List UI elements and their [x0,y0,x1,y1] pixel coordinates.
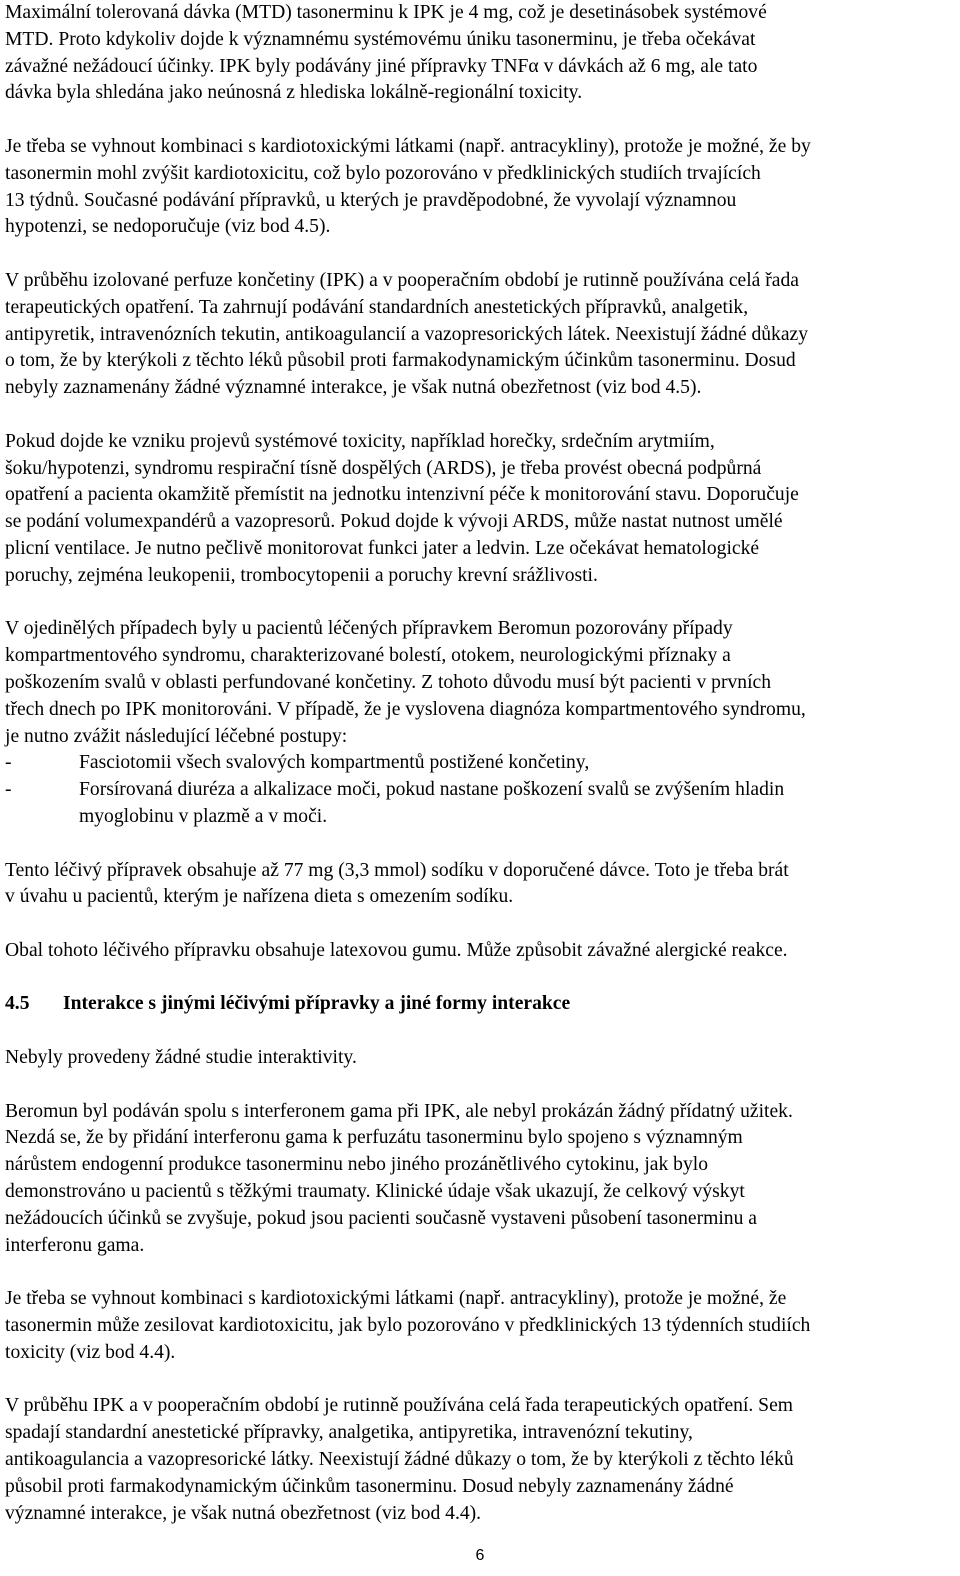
text-line: V ojedinělých případech byly u pacientů léčených přípravkem Beromun pozorovány případy [5,618,733,640]
text-line: toxicity (viz bod 4.4). [5,1341,176,1363]
text-line: nebyly zaznamenány žádné významné interakce, je však nutná obezřetnost (viz bod 4.5). [5,377,702,399]
section-number: 4.5 [5,993,30,1015]
text-line: šoku/hypotenzi, syndromu respirační tísně dospělých (ARDS), je třeba provést obecná podpůrná [5,457,762,479]
text-line: Je třeba se vyhnout kombinaci s kardiotoxickými látkami (např. antracykliny), protože je možné, že [5,1288,787,1310]
text-line: Obal tohoto léčivého přípravku obsahuje latexovou gumu. Může způsobit závažné alergické reakce. [5,939,788,961]
paragraph-mtd [5,0,955,107]
text-line: poruchy, zejména leukopenii, trombocytopenii a poruchy krevní srážlivosti. [5,564,598,586]
text-line: Pokud dojde ke vzniku projevů systémové toxicity, například horečky, srdečním arytmiím, [5,430,715,452]
text-line: V průběhu izolované perfuze končetiny (IPK) a v pooperačním období je rutinně používána celá řada [5,269,799,291]
paragraph-compartment-syndrome [5,616,955,750]
text-line: působil proti farmakodynamickým účinkům tasonerminu. Dosud nebyly zaznamenány žádné [5,1475,734,1497]
paragraph-ipk-interaction [5,1393,955,1527]
text-line: Je třeba se vyhnout kombinaci s kardiotoxickými látkami (např. antracykliny), protože je možné, že by [5,135,811,157]
text-line: závažné nežádoucí účinky. IPK byly podávány jiné přípravky TNFα v dávkách až 6 mg, ale tato [5,55,758,77]
document-page [5,0,955,1527]
text-line: je nutno zvážit následující léčebné postupy: [5,725,348,747]
text-line: V průběhu IPK a v pooperačním období je rutinně používána celá řada terapeutických opatření. Sem [5,1395,794,1417]
text-line: poškozením svalů v oblasti perfundované končetiny. Z tohoto důvodu musí být pacienti v prvních [5,671,772,693]
text-line: Beromun byl podáván spolu s interferonem gama při IPK, ale nebyl prokázán žádný přídatný užitek. [5,1100,793,1122]
list-item [5,777,955,831]
text-line: 13 týdnů. Současné podávání přípravků, u kterých je pravděpodobné, že vyvolají významnou [5,189,737,211]
text-line: demonstrováno u pacientů s těžkými traumaty. Klinické údaje však ukazují, že celkový výskyt [5,1181,745,1203]
section-title: Interakce s jinými léčivými přípravky a jiné formy interakce [63,993,571,1015]
text-line: o tom, že by kterýkoli z těchto léků působil proti farmakodynamickým účinkům tasonerminu. Dosud [5,350,796,372]
text-line: antikoagulancia a vazopresorické látky. Neexistují žádné důkazy o tom, že by kterýkoli z těchto léků [5,1449,794,1471]
paragraph-ipk-measures [5,268,955,402]
list-item-text: Forsírovaná diuréza a alkalizace moči, pokud nastane poškození svalů se zvýšením hladin [79,779,785,801]
text-line: interferonu gama. [5,1234,145,1256]
text-line: plicní ventilace. Je nutno pečlivě monitorovat funkci jater a ledvin. Lze očekávat hematologické [5,537,760,559]
text-line: Tento léčivý přípravek obsahuje až 77 mg (3,3 mmol) sodíku v doporučené dávce. Toto je třeba brát [5,859,789,881]
text-line: MTD. Proto kdykoliv dojde k významnému systémovému úniku tasonerminu, je třeba očekávat [5,28,756,50]
text-line: opatření a pacienta okamžitě přemístit na jednotku intenzivní péče k monitorování stavu. Doporučuje [5,484,799,506]
text-line: v úvahu u pacientů, kterým je nařízena dieta s omezením sodíku. [5,886,514,908]
text-line: se podání volumexpandérů a vazopresorů. Pokud dojde k vývoji ARDS, může nastat nutnost umělé [5,511,783,533]
text-line: hypotenzi, se nedoporučuje (viz bod 4.5). [5,216,331,238]
list-item [5,750,955,777]
list-item-text: Fasciotomii všech svalových kompartmentů postižené končetiny, [79,752,590,774]
treatment-list [5,750,955,830]
text-line: tasonermin může zesilovat kardiotoxicitu, jak bylo pozorováno v předklinických 13 týdenních studiích [5,1315,811,1337]
paragraph-sodium [5,858,955,912]
text-line: tasonermin mohl zvýšit kardiotoxicitu, což bylo pozorováno v předklinických studiích trvajících [5,162,761,184]
text-line: dávka byla shledána jako neúnosná z hlediska lokálně-regionální toxicity. [5,82,583,104]
list-item-text: myoglobinu v plazmě a v moči. [79,805,328,827]
text-line: významné interakce, je však nutná obezřetnost (viz bod 4.4). [5,1502,482,1524]
paragraph-latex [5,938,955,965]
text-line: kompartmentového syndromu, charakterizované bolestí, otokem, neurologickými příznaky a [5,645,731,667]
text-line: spadají standardní anestetické přípravky, analgetika, antipyretika, intravenózní tekutiny, [5,1422,693,1444]
paragraph-interferon [5,1099,955,1260]
text-line: nárůstem endogenní produkce tasonerminu nebo jiného prozánětlivého cytokinu, jak bylo [5,1154,709,1176]
text-line: nežádoucích účinků se zvyšuje, pokud jsou pacienti současně vystaveni působení tasonerminu a [5,1207,757,1229]
page-number: 6 [475,1547,485,1564]
text-line: Nebyly provedeny žádné studie interaktivity. [5,1047,357,1069]
text-line: Nezdá se, že by přidání interferonu gama k perfuzátu tasonerminu bylo spojeno s významným [5,1127,743,1149]
paragraph-cardiotoxic-interaction [5,1286,955,1366]
text-line: antipyretik, intravenózních tekutin, antikoagulancií a vazopresorických látek. Neexistují žádné důkazy [5,323,809,345]
paragraph-no-studies [5,1045,955,1072]
text-line: třech dnech po IPK monitorováni. V případě, že je vyslovena diagnóza kompartmentového syndromu, [5,698,806,720]
text-line: Maximální tolerovaná dávka (MTD) tasonerminu k IPK je 4 mg, což je desetinásobek systémové [5,2,767,23]
paragraph-cardiotoxic [5,134,955,241]
paragraph-systemic-toxicity [5,429,955,590]
text-line: terapeutických opatření. Ta zahrnují podávání standardních anestetických přípravků, analgetik, [5,296,749,318]
list-dash: - [5,779,12,801]
list-dash: - [5,752,12,774]
section-heading [5,991,955,1018]
